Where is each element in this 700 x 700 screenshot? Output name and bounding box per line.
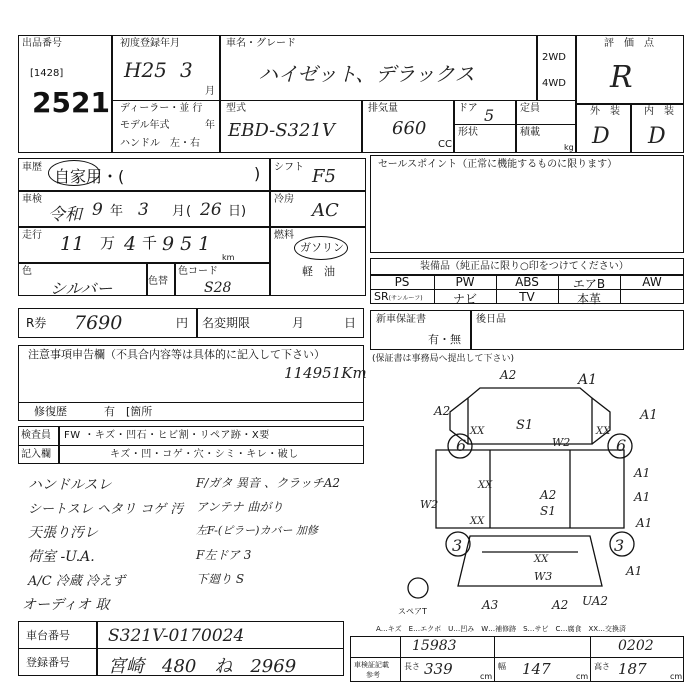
recycle-value: 7690 — [74, 312, 123, 334]
note-6: オーディオ 取 — [22, 597, 110, 613]
equip-navi: ナビ — [452, 292, 477, 306]
equip-tv: TV — [519, 290, 535, 304]
equipment-title: 装備品（純正品に限り○印をつけてください） — [420, 261, 629, 272]
first-reg-label: 初度登録年月 — [120, 38, 180, 49]
note-9: 左F-(ピラー)カバー 加修 — [196, 524, 318, 537]
note-1: ハンドルスレ — [28, 477, 112, 493]
inspector-codes-2: キズ・凹・コゲ・穴・シミ・キレ・破し — [110, 449, 299, 460]
lot-number-label: 出品番号 — [22, 38, 62, 49]
weight-value: 15983 — [412, 638, 457, 654]
height-unit: cm — [670, 672, 683, 681]
fuel-label: 燃料 — [274, 230, 294, 241]
equip-sr — [374, 290, 423, 303]
shift-row-2 — [270, 226, 366, 228]
handle-label: ハンドル 左・右 — [120, 138, 200, 149]
month-unit: 月 — [205, 86, 215, 97]
score: R — [610, 60, 633, 95]
dealer-label: ディーラー・並 行 — [120, 103, 203, 114]
score-label: 評 価 点 — [604, 38, 654, 49]
recycle-divider — [196, 308, 198, 338]
inspection-label: 車検 — [22, 194, 42, 205]
mileage-man: 万 — [100, 234, 116, 252]
width-value: 147 — [522, 660, 551, 678]
mark-a3-bot: A3 — [482, 598, 499, 612]
reg-number: 宮崎 480 ね 2969 — [108, 656, 297, 677]
door-label: ドア — [458, 103, 478, 114]
caution-title: 注意事項申告欄（不具合内容等は具体的に記入して下さい） — [28, 348, 325, 361]
mark-a1-tr: A1 — [578, 372, 598, 388]
score-vdivider — [630, 103, 632, 153]
size-vdiv-1 — [400, 636, 401, 682]
equip-leather: 本革 — [576, 292, 601, 306]
kg-unit: kg — [564, 143, 574, 152]
size-vdiv-2 — [494, 636, 495, 682]
mark-a1-r2: A1 — [634, 490, 651, 504]
note-11: 下廻り S — [196, 572, 245, 586]
inspection-month: 3 — [138, 200, 149, 220]
mark-three-right: 3 — [614, 536, 625, 555]
shape-label: 形状 — [458, 127, 478, 138]
ac: AC — [312, 200, 339, 221]
equip-aw: AW — [642, 275, 662, 289]
lot-number-sub: [1428] — [30, 68, 64, 79]
size-label: 車検証記載 — [354, 661, 389, 669]
km-unit: km — [222, 253, 235, 262]
inspection-day-close: 日) — [228, 204, 247, 219]
shift: F5 — [312, 166, 336, 187]
displacement-label: 排気量 — [368, 103, 398, 114]
color-label: 色 — [22, 266, 32, 277]
drive-4wd: 4WD — [542, 78, 566, 89]
mark-xx-left: XX — [470, 426, 485, 437]
mark-xx-right: XX — [596, 426, 611, 437]
interior-score: D — [648, 124, 666, 149]
note-2: シートスレ ヘタリ コゲ 汚 — [28, 502, 184, 517]
equip-sr-label: SR — [374, 290, 389, 303]
year-unit: 年 — [205, 120, 215, 131]
history-row-1 — [18, 190, 270, 192]
mark-a2-mid: A2 — [540, 488, 557, 502]
model-year-label: モデル年式 — [120, 120, 170, 131]
color: シルバー — [50, 279, 113, 298]
mark-a1-r3: A1 — [636, 516, 653, 530]
mileage-label: 走行 — [22, 230, 42, 241]
history-value: 自家用・( — [54, 167, 125, 186]
mark-six-right: 6 — [616, 436, 627, 455]
history-label: 車歴 — [22, 162, 42, 173]
mark-xx-bot: XX — [534, 554, 549, 565]
history-circle — [48, 160, 100, 186]
recycle-unit: 円 — [176, 316, 189, 330]
load-label: 積載 — [520, 127, 540, 138]
bottom-items-label: 後日品 — [476, 314, 506, 325]
size-sub: 参考 — [366, 671, 380, 679]
caution-divider — [18, 402, 364, 403]
inspection-month-unit: 月 — [172, 204, 186, 219]
color-code: S28 — [204, 280, 232, 296]
length-unit: cm — [480, 672, 493, 681]
mileage-a: 11 — [60, 233, 85, 255]
note-5: A/C 冷蔵 冷えず — [28, 574, 125, 589]
car-bottom-outline — [458, 536, 602, 586]
mark-w3-bot: W3 — [534, 570, 553, 583]
inspection-day: 26 — [200, 200, 222, 220]
note-7: F/ガタ 異音 、クラッチA2 — [196, 476, 341, 490]
car-side-left — [436, 450, 624, 528]
width-unit: cm — [576, 672, 589, 681]
name-grade: ハイゼット、デラックス — [258, 62, 475, 86]
expiry-label: 名変期限 — [202, 316, 251, 330]
exterior-score: D — [592, 124, 610, 149]
name-grade-label: 車名・グレード — [226, 38, 296, 49]
mark-xx-lmid: XX — [478, 480, 493, 491]
note-10: F左ドア 3 — [196, 548, 252, 562]
fuel-gasoline: ガソリン — [300, 241, 344, 254]
inspection-era: 令和 — [48, 205, 82, 225]
inspector-hdiv — [18, 445, 364, 446]
inspection-year-unit: 年 — [110, 204, 124, 219]
size-vdiv-3 — [590, 636, 591, 682]
color-div-2 — [174, 262, 176, 296]
chassis-number: S321V-0170024 — [108, 626, 245, 646]
mark-a1-right: A1 — [640, 408, 658, 423]
repair-label: 修復歴 — [34, 405, 67, 418]
mark-a2-bot: A2 — [552, 598, 569, 612]
shift-label: シフト — [274, 162, 304, 173]
type: EBD-S321V — [228, 120, 335, 141]
equip-pw: PW — [455, 275, 475, 289]
drive-2wd: 2WD — [542, 52, 566, 63]
mark-six-left: 6 — [456, 436, 467, 455]
mark-spare: スペアT — [398, 607, 427, 616]
mileage-sen: 千 — [142, 234, 158, 252]
type-label: 型式 — [226, 103, 246, 114]
expiry-day: 日 — [344, 316, 357, 330]
fuel-diesel: 軽 油 — [302, 265, 335, 278]
mileage-c: 951 — [162, 233, 217, 255]
equip-sr-sub: (サンルーフ) — [388, 295, 423, 302]
mark-a1-r1: A1 — [634, 466, 651, 480]
cc-unit: CC — [438, 139, 452, 150]
warranty-note: (保証書は事務局へ提出して下さい) — [372, 354, 515, 364]
color-code-label: 色コード — [178, 266, 218, 277]
mark-xx-lmid2: XX — [470, 516, 485, 527]
equip-ps: PS — [394, 275, 410, 289]
car-rear-outline — [592, 398, 610, 444]
warranty-label: 新車保証書 — [376, 314, 426, 325]
door: 5 — [484, 106, 495, 125]
drive-divider — [536, 35, 538, 101]
expiry-month: 月 — [292, 316, 305, 330]
inspection-year: 9 — [92, 200, 103, 220]
note-4: 荷室 -U.A. — [28, 549, 95, 565]
mark-three-left: 3 — [452, 536, 463, 555]
sales-point-title: セールスポイント（正常に機能するものに限ります） — [378, 159, 618, 170]
mark-a2-top: A2 — [500, 368, 517, 382]
mark-a1-r4: A1 — [626, 564, 643, 578]
length-label: 長さ — [404, 662, 420, 671]
history-close: ) — [254, 164, 261, 183]
recycle-box — [18, 308, 364, 338]
mark-a2-left: A2 — [434, 404, 451, 418]
note-8: アンテナ 曲がり — [196, 500, 284, 514]
interior-label: 内 装 — [644, 106, 674, 117]
warranty-options: 有・無 — [428, 333, 461, 346]
inspection-day-open: ( — [186, 204, 192, 219]
mileage-b: 4 — [124, 233, 137, 255]
lot-number: 2521 — [32, 86, 110, 119]
inspector-label2: 記入欄 — [21, 449, 51, 460]
width-label: 幅 — [498, 662, 506, 671]
mark-s1-top: S1 — [516, 418, 534, 433]
recycle-label: R券 — [26, 316, 47, 330]
mark-w2-mid: W2 — [552, 436, 571, 449]
warranty-divider — [470, 310, 472, 350]
history-row-2 — [18, 226, 270, 228]
mark-ua2-bot: UA2 — [582, 594, 609, 608]
displacement: 660 — [392, 118, 427, 139]
inspector-label: 検査員 — [21, 430, 51, 441]
shift-row-1 — [270, 190, 366, 192]
caution-mileage: 114951Km — [284, 364, 367, 382]
equip-abs: ABS — [515, 275, 539, 289]
capacity-label: 定員 — [520, 103, 540, 114]
height-value: 187 — [618, 660, 647, 678]
reg-label: 登録番号 — [26, 656, 70, 669]
height-label: 高さ — [594, 662, 610, 671]
note-3: 天張り汚レ — [28, 525, 98, 541]
color-change-label: 色替 — [148, 276, 168, 287]
mark-w2-left: W2 — [420, 498, 439, 511]
chassis-label: 車台番号 — [26, 629, 70, 642]
exterior-label: 外 装 — [590, 106, 620, 117]
inspector-codes-1: FW ・キズ・凹石・ヒビ割・リペア跡・X要 — [64, 430, 270, 441]
mark-s1-mid: S1 — [540, 504, 556, 518]
repair-value: 有 [箇所 — [104, 405, 153, 418]
first-reg-year: H25 — [124, 58, 167, 82]
code-value: 0202 — [618, 638, 654, 654]
car-roof-outline — [468, 388, 592, 444]
damage-legend: A…キズ E…エクボ U…凹み W…補修跡 S…サビ C…腐食 XX…交換済 — [376, 625, 627, 633]
ac-label: 冷房 — [274, 194, 294, 205]
length-value: 339 — [424, 660, 453, 678]
equip-airbag: エアB — [572, 277, 606, 291]
first-reg-month: 3 — [180, 58, 193, 82]
